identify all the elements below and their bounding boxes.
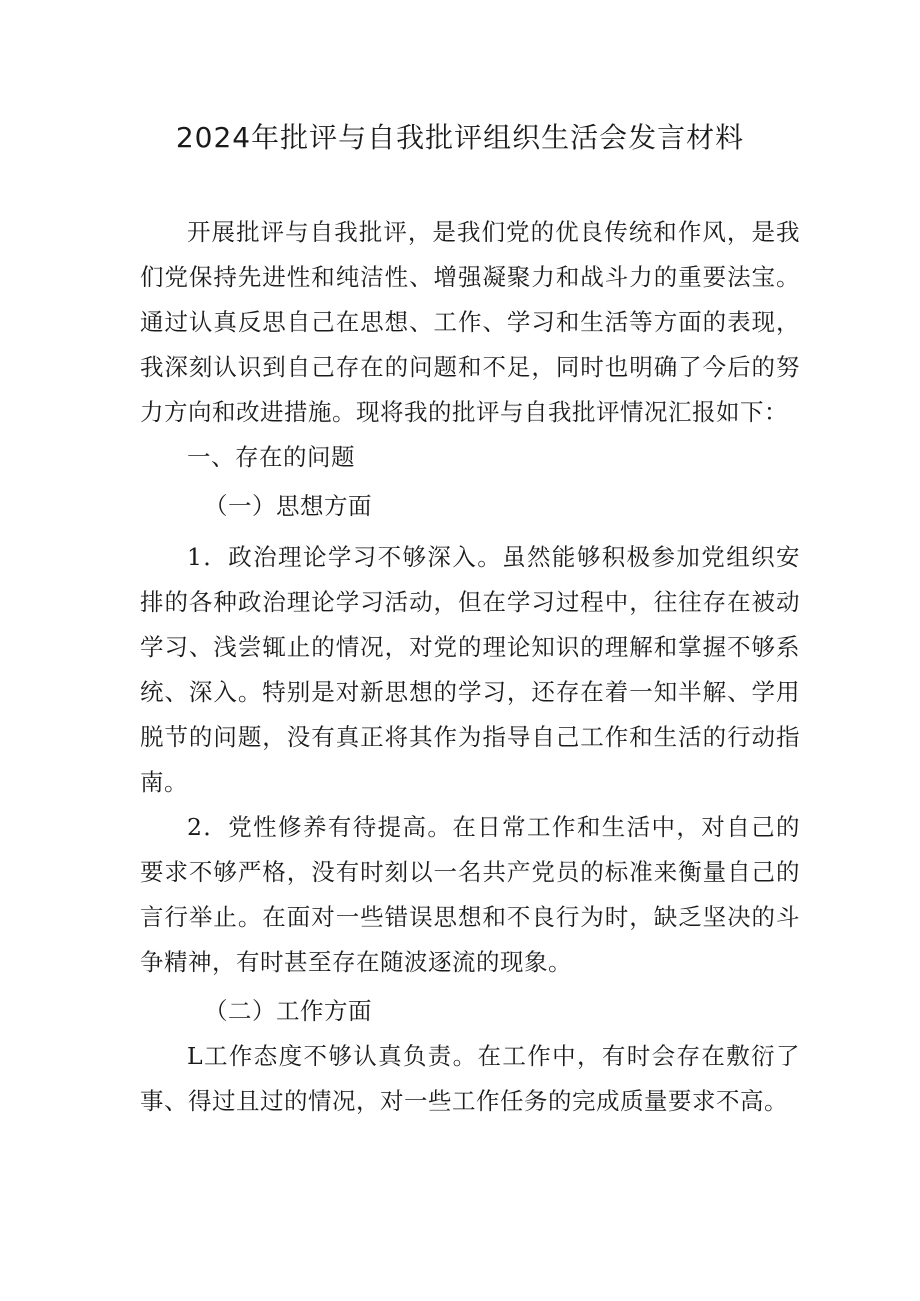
item-paragraph-1: 1．政治理论学习不够深入。虽然能够积极参加党组织安排的各种政治理论学习活动，但在学习过程中，往往存在被动学习、浅尝辄止的情况，对党的理论知识的理解和掌握不够系统、深入。特别是对新思想的学习，还存在着一知半解、学用脱节的问题，没有真正将其作为指导自己工作和生活的行动指南。 [140,543,800,796]
item-paragraph-2: 2．党性修养有待提高。在日常工作和生活中，对自己的要求不够严格，没有时刻以一名共产党员的标准来衡量自己的言行举止。在面对一些错误思想和不良行为时，缺乏坚决的斗争精神，有时甚至存在随波逐流的现象。 [140,813,800,976]
item-paragraph-3: L工作态度不够认真负责。在工作中，有时会存在敷衍了事、得过且过的情况，对一些工作任务的完成质量要求不高。 [140,1042,800,1115]
subsection-heading-thought: （一）思想方面 [204,492,372,520]
subsection-heading-work: （二）工作方面 [204,997,372,1025]
intro-paragraph: 开展批评与自我批评，是我们党的优良传统和作风，是我们党保持先进性和纯洁性、增强凝聚力和战斗力的重要法宝。通过认真反思自己在思想、工作、学习和生活等方面的表现，我深刻认识到自己存在的问题和不足，同时也明确了今后的努力方向和改进措施。现将我的批评与自我批评情况汇报如下： [140,218,800,426]
section-heading-problems: 一、存在的问题 [187,443,355,471]
document-body [140,210,800,1124]
document-title: 2024年批评与自我批评组织生活会发言材料 [175,121,745,154]
